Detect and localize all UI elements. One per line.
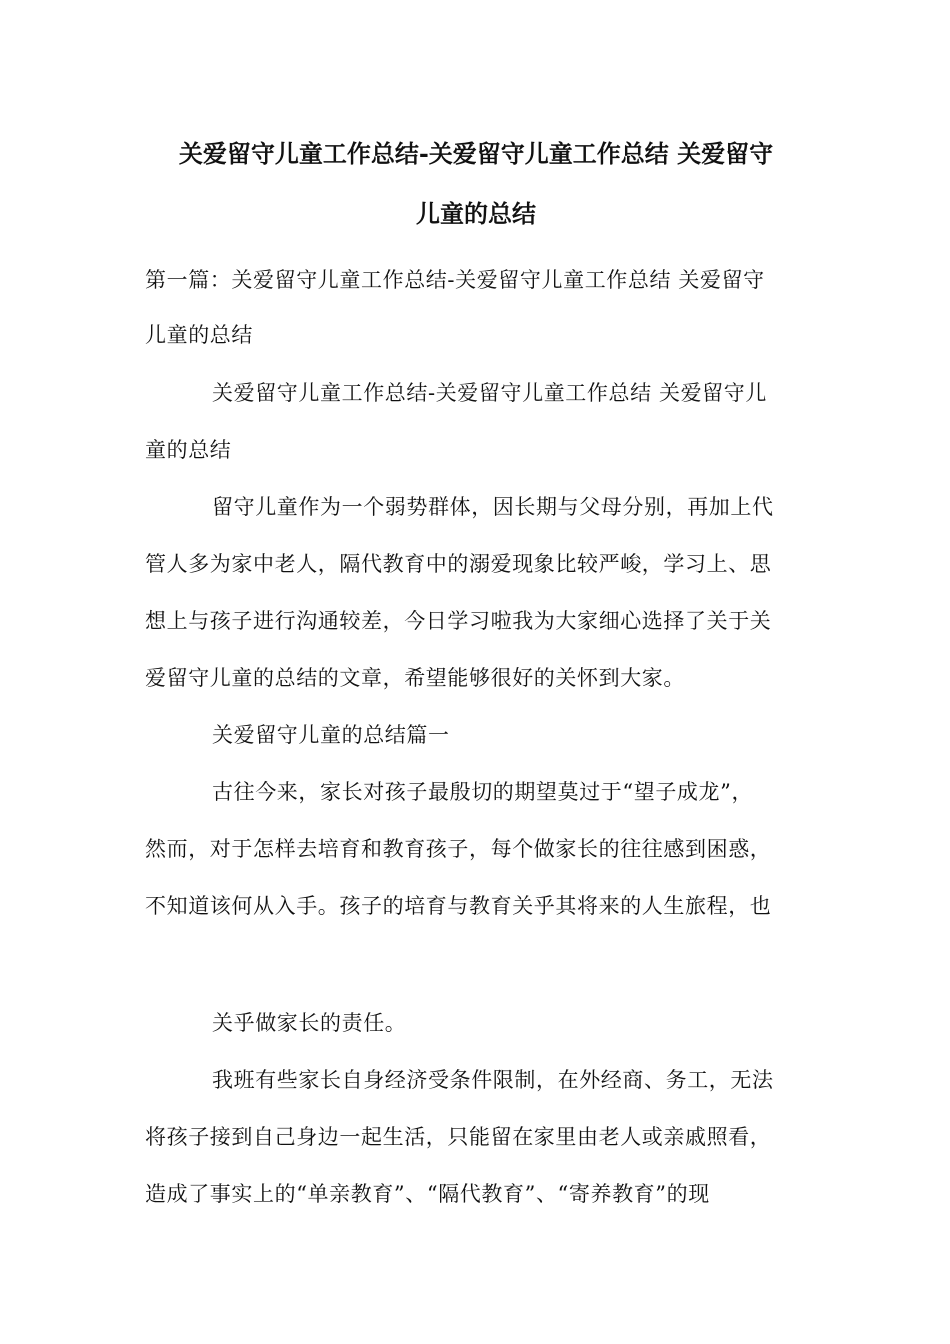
text-line: 儿童的总结 [145, 323, 253, 347]
title-line-2: 儿童的总结 [416, 199, 536, 228]
section-heading: 关爱留守儿童的总结篇一 [212, 723, 450, 747]
text-line: 留守儿童作为一个弱势群体，因长期与父母分别，再加上代 [212, 495, 774, 519]
document-title [145, 124, 807, 244]
text-line: 不知道该何从入手。孩子的培育与教育关乎其将来的人生旅程，也 [145, 894, 772, 918]
text-line: 童的总结 [145, 438, 232, 462]
text-line: 造成了事实上的“单亲教育”、“隔代教育”、“寄养教育”的现 [145, 1182, 710, 1206]
text-line: 第一篇：关爱留守儿童工作总结-关爱留守儿童工作总结 关爱留守 [145, 268, 765, 292]
title-line-1: 关爱留守儿童工作总结-关爱留守儿童工作总结 关爱留守 [178, 139, 774, 168]
text-line: 管人多为家中老人，隔代教育中的溺爱现象比较严峻，学习上、思 [145, 552, 772, 576]
text-line: 关爱留守儿童工作总结-关爱留守儿童工作总结 关爱留守儿 [212, 381, 767, 405]
text-line: 爱留守儿童的总结的文章，希望能够很好的关怀到大家。 [145, 666, 685, 690]
text-line: 然而，对于怎样去培育和教育孩子，每个做家长的往往感到困惑， [145, 837, 772, 861]
text-line: 古往今来，家长对孩子最殷切的期望莫过于“望子成龙”， [212, 780, 754, 804]
text-line: 关乎做家长的责任。 [212, 1011, 407, 1035]
text-line: 将孩子接到自己身边一起生活，只能留在家里由老人或亲戚照看， [145, 1125, 772, 1149]
text-line: 想上与孩子进行沟通较差，今日学习啦我为大家细心选择了关于关 [145, 609, 772, 633]
text-line: 我班有些家长自身经济受条件限制，在外经商、务工，无法 [212, 1068, 774, 1092]
